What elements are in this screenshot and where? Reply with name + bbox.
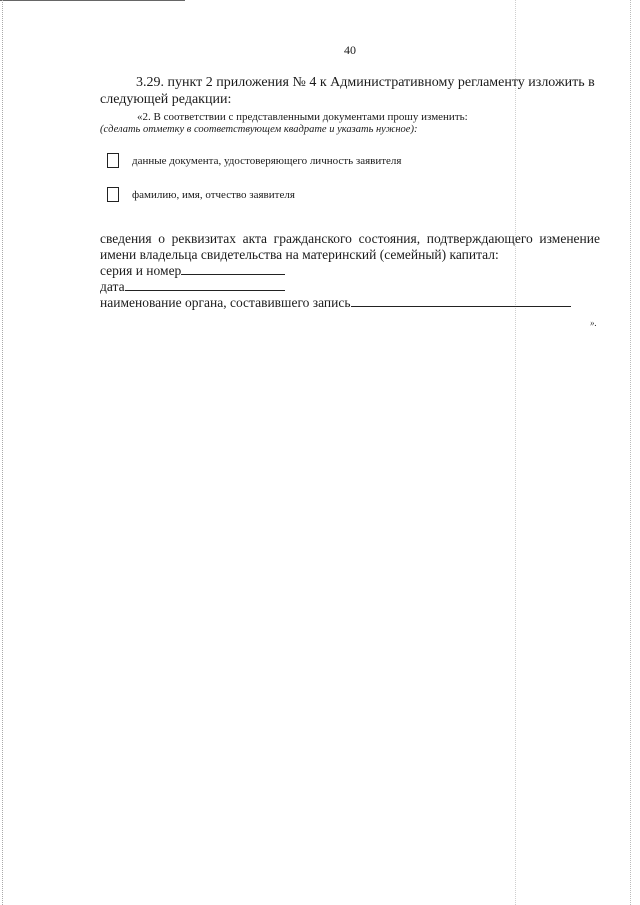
- authority-blank[interactable]: [351, 294, 571, 307]
- date-field: [100, 278, 285, 295]
- paragraph-3-29: [100, 74, 605, 108]
- scan-edge-left: [2, 0, 3, 905]
- checkbox-identity-document[interactable]: [107, 153, 119, 168]
- checkbox-full-name[interactable]: [107, 187, 119, 202]
- civil-status-info-paragraph: сведения о реквизитах акта гражданского состояния, подтверждающего изменение имени владельца свидетельства на материнский (семейный) капитал:: [100, 231, 600, 262]
- paragraph-3-29-text: 3.29. пункт 2 приложения № 4 к Административному регламенту изложить в следующей редакции:: [100, 75, 595, 107]
- closing-quote-mark: ».: [590, 318, 597, 328]
- instruction-note: (сделать отметку в соответствующем квадрате и указать нужное):: [100, 124, 418, 135]
- quoted-intro: «2. В соответствии с представленными документами прошу изменить:: [137, 111, 468, 123]
- scan-artifact-line: [515, 0, 516, 905]
- authority-label: наименование органа, составившего запись: [100, 295, 351, 310]
- series-number-label: серия и номер: [100, 263, 182, 278]
- series-number-field: [100, 262, 285, 279]
- option-full-name: фамилию, имя, отчество заявителя: [132, 189, 295, 201]
- option-identity-document: данные документа, удостоверяющего личность заявителя: [132, 155, 402, 167]
- date-label: дата: [100, 279, 125, 294]
- authority-field: [100, 294, 571, 311]
- series-number-blank[interactable]: [181, 262, 285, 275]
- page-number: 40: [344, 43, 356, 57]
- date-blank[interactable]: [125, 278, 285, 291]
- scan-edge-line: [0, 0, 185, 1]
- scan-edge-right: [630, 0, 631, 905]
